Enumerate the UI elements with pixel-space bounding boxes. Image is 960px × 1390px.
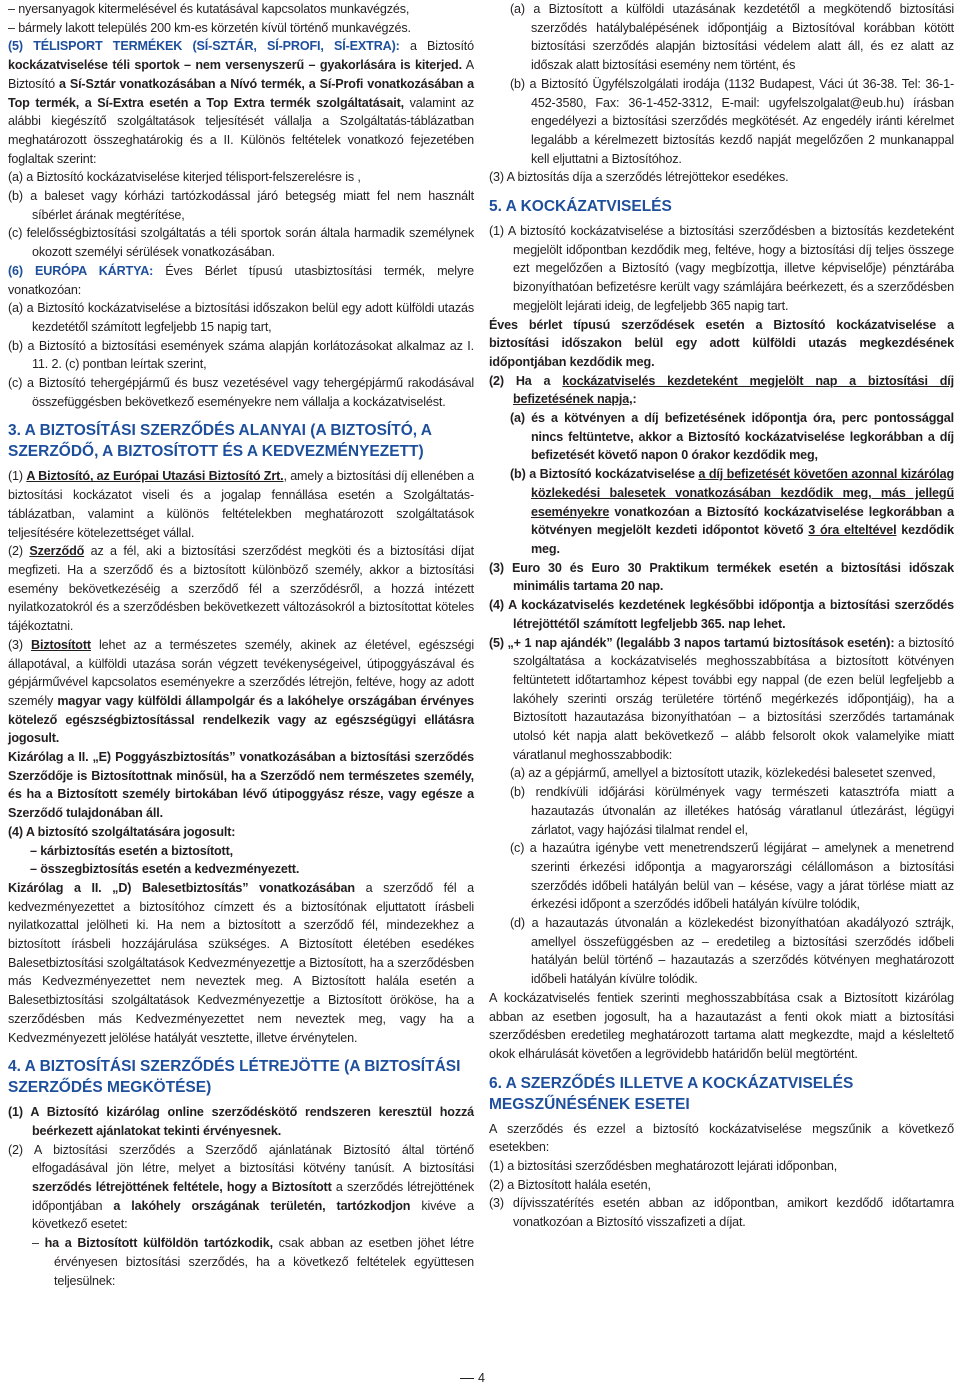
- text-run: , amely a biztosítási díj ellenében a biztosítási kockázatot viseli és a jogalap fennállása esetén a Szolgáltatás-táblázatban, valamint a különös feltételekben meghatározott szolgáltatások teljesítésére kötelezettséget vállal.: [8, 469, 474, 540]
- text-run: a lakóhely országának területén, tartózkodjon: [113, 1198, 411, 1213]
- paragraph: [8, 467, 474, 542]
- paragraph: [8, 879, 474, 1047]
- list-item: (4) A kockázatviselés kezdetének legkésőbbi időpontja a biztosítási szerződés létrejöttétől számított legfeljebb 365. nap lehet.: [489, 598, 954, 631]
- list-item: (3) díjvisszatérítés esetén abban az időpontban, amikort kezdődő időtartamra vonatkozóan a Biztosító visszafizeti a díjat.: [489, 1196, 954, 1230]
- list-item: (a) a Biztosított a külföldi utazásának kezdetétől a megkötendő biztosítási szerződés hatálybalépésének időpontjáig a Biztosítóval korábban kötött biztosítási szerződés alapján biztosítási védelem alatt áll, és ez alatt az időszak alatt biztosítási esemény nem történt, és: [510, 2, 954, 73]
- list-item: (b) a Biztosító a biztosítási események száma alapján korlátozásokat alkalmaz az I. 11. 2. (c) pontban leírtak szerint,: [8, 338, 474, 372]
- list-item: (a) és a kötvényen a díj befizetésének időpontja óra, perc pontossággal nincs feltüntetve, akkor a Biztosító kockázatviselése legkorábban a díj befizetését követő napon 0 órakor kezdődik meg,: [510, 411, 954, 463]
- text-run: ha a Biztosított külföldön tartózkodik,: [44, 1236, 273, 1251]
- text-run: kezdődik meg.: [531, 523, 954, 556]
- text-run: a biztosító szolgáltatása a kockázatviselés meghosszabbítása a biztosított kötvényen feltüntetett időtartamhoz képest további egy nappal (de ezen belül legfeljebb a lakóhely szerinti ország területére történő megérkezés időpontjáig), ha a Biztosított hazautazása bizonyíthatóan – a biztosítási szerződés tartamának utolsó két napja alatt bekövetkező – alább felsorolt okok valamelyike miatt váratlanul meghosszabbodik:: [513, 635, 954, 762]
- text-run: Biztosított: [31, 637, 91, 652]
- section-label: (6) EURÓPA KÁRTYA:: [8, 263, 154, 278]
- list-item: (c) felelősségbiztosítási szolgáltatás a téli sportok során általa harmadik személynek okozott személyi sérülések vonatkozásában.: [8, 226, 474, 260]
- page-number-dash: [460, 1378, 474, 1379]
- section-heading: 5. A KOCKÁZATVISELÉS: [489, 198, 672, 216]
- list-item: (1) A Biztosító kizárólag online szerződéskötő rendszeren keresztül hozzá beérkezett ajánlatokat tekinti érvényesnek.: [8, 1105, 474, 1138]
- text-run: A Biztosító: [8, 58, 475, 91]
- section-label: (5) TÉLISPORT TERMÉKEK (SÍ-SZTÁR, SÍ-PROFI, SÍ-EXTRA):: [8, 39, 400, 54]
- text-run: szerződés létrejöttének feltétele, hogy a Biztosított: [32, 1180, 332, 1195]
- text-run: (1): [8, 469, 27, 484]
- text-run: Kizárólag a II. „D) Balesetbiztosítás” vonatkozásában: [8, 880, 355, 895]
- paragraph: [8, 542, 474, 636]
- list-item: – nyersanyagok kitermelésével és kutatásával kapcsolatos munkavégzés,: [8, 2, 410, 16]
- text-run: kockázatviselése téli sportok – nem versenyszerű – gyakorlására is kiterjed.: [8, 58, 462, 73]
- text-run: –: [32, 1236, 45, 1251]
- text-run: csak abban az esetben jöhet létre érvényesen biztosítási szerződés, ha a következő feltételek együttesen teljesülnek:: [54, 1236, 475, 1288]
- list-item: [489, 372, 954, 409]
- text-run: (5) „+ 1 nap ajándék” (legalább 3 napos tartamú biztosítások esetén):: [489, 635, 895, 650]
- right-column: [489, 0, 954, 1232]
- text-run: Szerződő: [29, 544, 85, 559]
- list-item: (b) a Biztosító Ügyfélszolgálati irodája (1132 Budapest, Váci út 36-38. Tel: 36-1-452-3580, Fax: 36-1-452-3312, E-mail: ugyfelszolgalat@eub.hu) írásban engedélyezi a biztosítási szerződés megkötését. Az engedély iránti kérelmet legalább a kérelmezett biztosítás kezdő napját megelőzően 2 munkanappal kell eljuttatni a Biztosítóhoz.: [510, 76, 954, 166]
- list-item: [8, 1141, 474, 1235]
- text-run: A Biztosító, az Európai Utazási Biztosító Zrt.: [26, 469, 284, 484]
- text-run: a szerződés létrejöttének időpontjában: [32, 1180, 474, 1213]
- list-item: [489, 465, 954, 559]
- list-item: (b) rendkívüli időjárási körülmények vagy természeti katasztrófa miatt a hazautazás útvonalán az illetékes hatóság váratlanul útlezárást, légügyi zárlatot, vagy hajózási tilalmat rendel el,: [510, 785, 954, 837]
- text-run: a Biztosító: [399, 39, 475, 54]
- list-item: (1) a biztosítási szerződésben meghatározott lejárati időponban,: [489, 1159, 838, 1174]
- list-item: (c) a Biztosító tehergépjármű és busz vezetésével vagy tehergépjármű rakodásával összefüggésben bekövetkező eseményekre nem vállalja a kockázatviselést.: [8, 376, 474, 409]
- list-item: (c) a hazaútra igénybe vett menetrendszerű légijárat – amelynek a menetrend szerinti érkezési időpontja a magyarországi célállomáson a biztosítási szerződés időbeli hatályán belül van – késése, vagy a járat törlése miatt az érkezési időpont a szerződés időbeli hatályán kívülre tolódik,: [510, 841, 954, 912]
- list-item: [489, 634, 954, 765]
- paragraph-europa-kartya: [8, 262, 474, 299]
- list-item: (3) Euro 30 és Euro 30 Praktikum termékek esetén a biztosítási időszak minimális tartama 20 nap.: [489, 560, 954, 594]
- list-item: (a) a Biztosító kockázatviselése kiterjed télisport-felszerelésre is ,: [8, 170, 361, 185]
- text-run: lehet az a természetes személy, akinek az életével, egészségi állapotával, a külföldi utazása során végzett tevékenységeivel, útipoggyászával és gépjárművével kapcsolatos eseményekre a szerződés létrejön, feltéve, hogy az adott személy: [8, 637, 474, 708]
- paragraph-telisport: [8, 37, 474, 168]
- paragraph: [8, 636, 474, 748]
- list-item: (1) A biztosító kockázatviselése a biztosítási szerződésben a biztosítás kezdeteként megjelölt időpontban kezdődik meg, feltéve, hogy a biztosítási díj teljes összege ezt megelőzően a Biztosító (vagy megbízottja, illetve képviselője) pénztárába bizonyíthatóan befizetésre került vagy számlájára beérkezett, és a szerződésben megjelölt lejárati ideig, de legfeljebb 365 napig tart.: [489, 224, 954, 313]
- text-run: a szerződő fél a kedvezményezettet a biztosítóhoz címzett és a biztosítónak eljuttatott írásbeli nyilatkozattal jelölheti ki. Ha nem a biztosított a szerződő fél, mindezekhez a biztosított írásbeli hozzájárulása szükséges. A Biztosított életében esedékes Balesetbiztosítási szolgáltatások Kedvezményezettje a Biztosított, ha a szerződésben más Kedvezményezettet nem neveztek meg. A Biztosított halála esetén a Balesetbiztosítási szolgáltatások Kedvezményezettje a Biztosított örököse, ha a szerződésben más Kedvezményezettet nem neveztek meg, vagy ha a Kedvezményezett jelölése hatályát vesztette, illetve érvénytelen.: [8, 880, 475, 1045]
- text-run: a díj befizetését követően azonnal kizárólag közlekedési balesetek vonatkozásában kezdődik meg, más jellegű eseményekre: [531, 467, 954, 519]
- text-run: a Sí-Sztár vonatkozásában a Nívó termék, a Sí-Profi vonatkozásában a Top termék, a Sí-Extra esetén a Top Extra termék szolgáltatásait,: [8, 76, 474, 110]
- list-item: (a) az a gépjármű, amellyel a biztosított utazik, közlekedési balesetet szenved,: [510, 766, 936, 781]
- paragraph: A szerződés és ezzel a biztosító kockázatviselése megszűnik a következő esetekben:: [489, 1121, 954, 1155]
- section-heading: 3. A BIZTOSÍTÁSI SZERZŐDÉS ALANYAI (A BIZTOSÍTÓ, A SZERZŐDŐ, A BIZTOSÍTOTT ÉS A KEDVEZMÉNYEZETT): [8, 422, 432, 461]
- list-item: (2) a Biztosított halála esetén,: [489, 1177, 651, 1192]
- text-run: magyar vagy külföldi állampolgár és a lakóhelye országában érvényes kötelező egészségbiztosítással rendelkezik vagy az egészségügyi ellátásra jogosult.: [8, 693, 474, 746]
- paragraph: Éves bérlet típusú szerződések esetén a Biztosító kockázatviselése a biztosítási időszakon belül egy adott külföldi utazás megkezdésének időpontjában kezdődik meg.: [489, 317, 954, 369]
- list-item: (a) a Biztosító kockázatviselése a biztosítási időszakon belül egy adott külföldi utazás kezdetétől számított legfeljebb 15 napig tart,: [8, 301, 474, 334]
- text-run: az a fél, aki a biztosítási szerződést megköti és a biztosítási díjat megfizeti. Ha a szerződő és a biztosított különböző személy, akkor a biztosítási esemény bekövetkezéséig a szerződő fél a szerződésről, a hozzá intézett nyilatkozatokról és a szerződésben bekövetkezett változásokról a biztosítottat köteles tájékoztatni.: [8, 544, 474, 634]
- paragraph: A kockázatviselés fentiek szerinti meghosszabbítása csak a Biztosított kizárólag abban az esetben jogosult, ha a hazautazást a fenti okok miatt a biztosítási szerződésben eredetileg meghatározott tartama alatt megkezdte, majd a késleltető okok elhárulását követően a legrövidebb határidőn belül megtörtént.: [489, 990, 954, 1061]
- text-run: vonatkozóan a Biztosító kockázatviselése legkorábban a kötvényen megjelölt kezdeti időpontot követő: [531, 504, 954, 538]
- text-run: (b) a Biztosító kockázatviselése: [510, 467, 699, 482]
- list-item: (d) a hazautazás útvonalán a közlekedést bizonyíthatóan akadályozó sztrájk, amellyel összefüggésben az – eredetileg a biztosítási szerződés időbeli hatályán belül történő – hazautazás a szerződés kötvényen meghatározott időbeli hatályán kívülre tolódik.: [510, 916, 954, 987]
- paragraph: (4) A biztosító szolgáltatására jogosult:: [8, 824, 236, 839]
- text-run: (2) A biztosítási szerződés a Szerződő ajánlatának Biztosító által történő elfogadásával jön létre, melyet a biztosítási kötvény tanúsít. A biztosítási: [8, 1142, 474, 1176]
- list-item: – kárbiztosítás esetén a biztosított,: [30, 843, 233, 858]
- text-run: 3 óra elteltével: [808, 523, 897, 538]
- list-item: (b) a baleset vagy kórházi tartózkodással járó betegség miatt fel nem használt síbérlet árának megtérítése,: [8, 189, 474, 222]
- text-run: valamint az alábbi kiegészítő szolgáltatások teljesítését vállalja a Szolgáltatás-táblázatban meghatározott összeghatárokig és a II. Különös feltételek vonatkozó fejezetében foglaltak szerint:: [8, 95, 474, 166]
- text-run: kockázatviselés kezdeteként megjelölt nap a biztosítási díj befizetésének napja,: [513, 373, 954, 407]
- page-number-text: 4: [478, 1371, 485, 1385]
- page-number: [460, 1371, 485, 1385]
- paragraph: (3) A biztosítás díja a szerződés létrejöttekor esedékes.: [489, 170, 789, 185]
- left-column: [8, 0, 474, 1290]
- list-item: – összegbiztosítás esetén a kedvezményezett.: [30, 862, 300, 877]
- text-run: (3): [8, 637, 32, 652]
- section-heading: 6. A SZERZŐDÉS ILLETVE A KOCKÁZATVISELÉS MEGSZŰNÉSÉNEK ESETEI: [489, 1074, 854, 1113]
- paragraph: Kizárólag a II. „E) Poggyászbiztosítás” vonatkozásában a biztosítási szerződés Szerződője is Biztosítottnak minősül, ha a Szerződő nem természetes személy, és ha a Biztosított személy birtokában lévő útipoggyász része, vagy egésze a Szerződő tulajdonában áll.: [8, 750, 474, 821]
- list-item: – bármely lakott település 200 km-es körzetén kívül történő munkavégzés.: [8, 20, 411, 35]
- text-run: Éves Bérlet típusú utasbiztosítási termék, melyre vonatkozóan:: [8, 263, 474, 297]
- section-heading: 4. A BIZTOSÍTÁSI SZERZŐDÉS LÉTREJÖTTE (A BIZTOSÍTÁSI SZERZŐDÉS MEGKÖTÉSE): [8, 1058, 461, 1097]
- text-run: kivéve a következő esetet:: [32, 1198, 475, 1232]
- text-run: :: [632, 392, 637, 407]
- text-run: (2) Ha a: [489, 373, 563, 388]
- text-run: (2): [8, 544, 30, 559]
- list-item: [8, 1234, 474, 1290]
